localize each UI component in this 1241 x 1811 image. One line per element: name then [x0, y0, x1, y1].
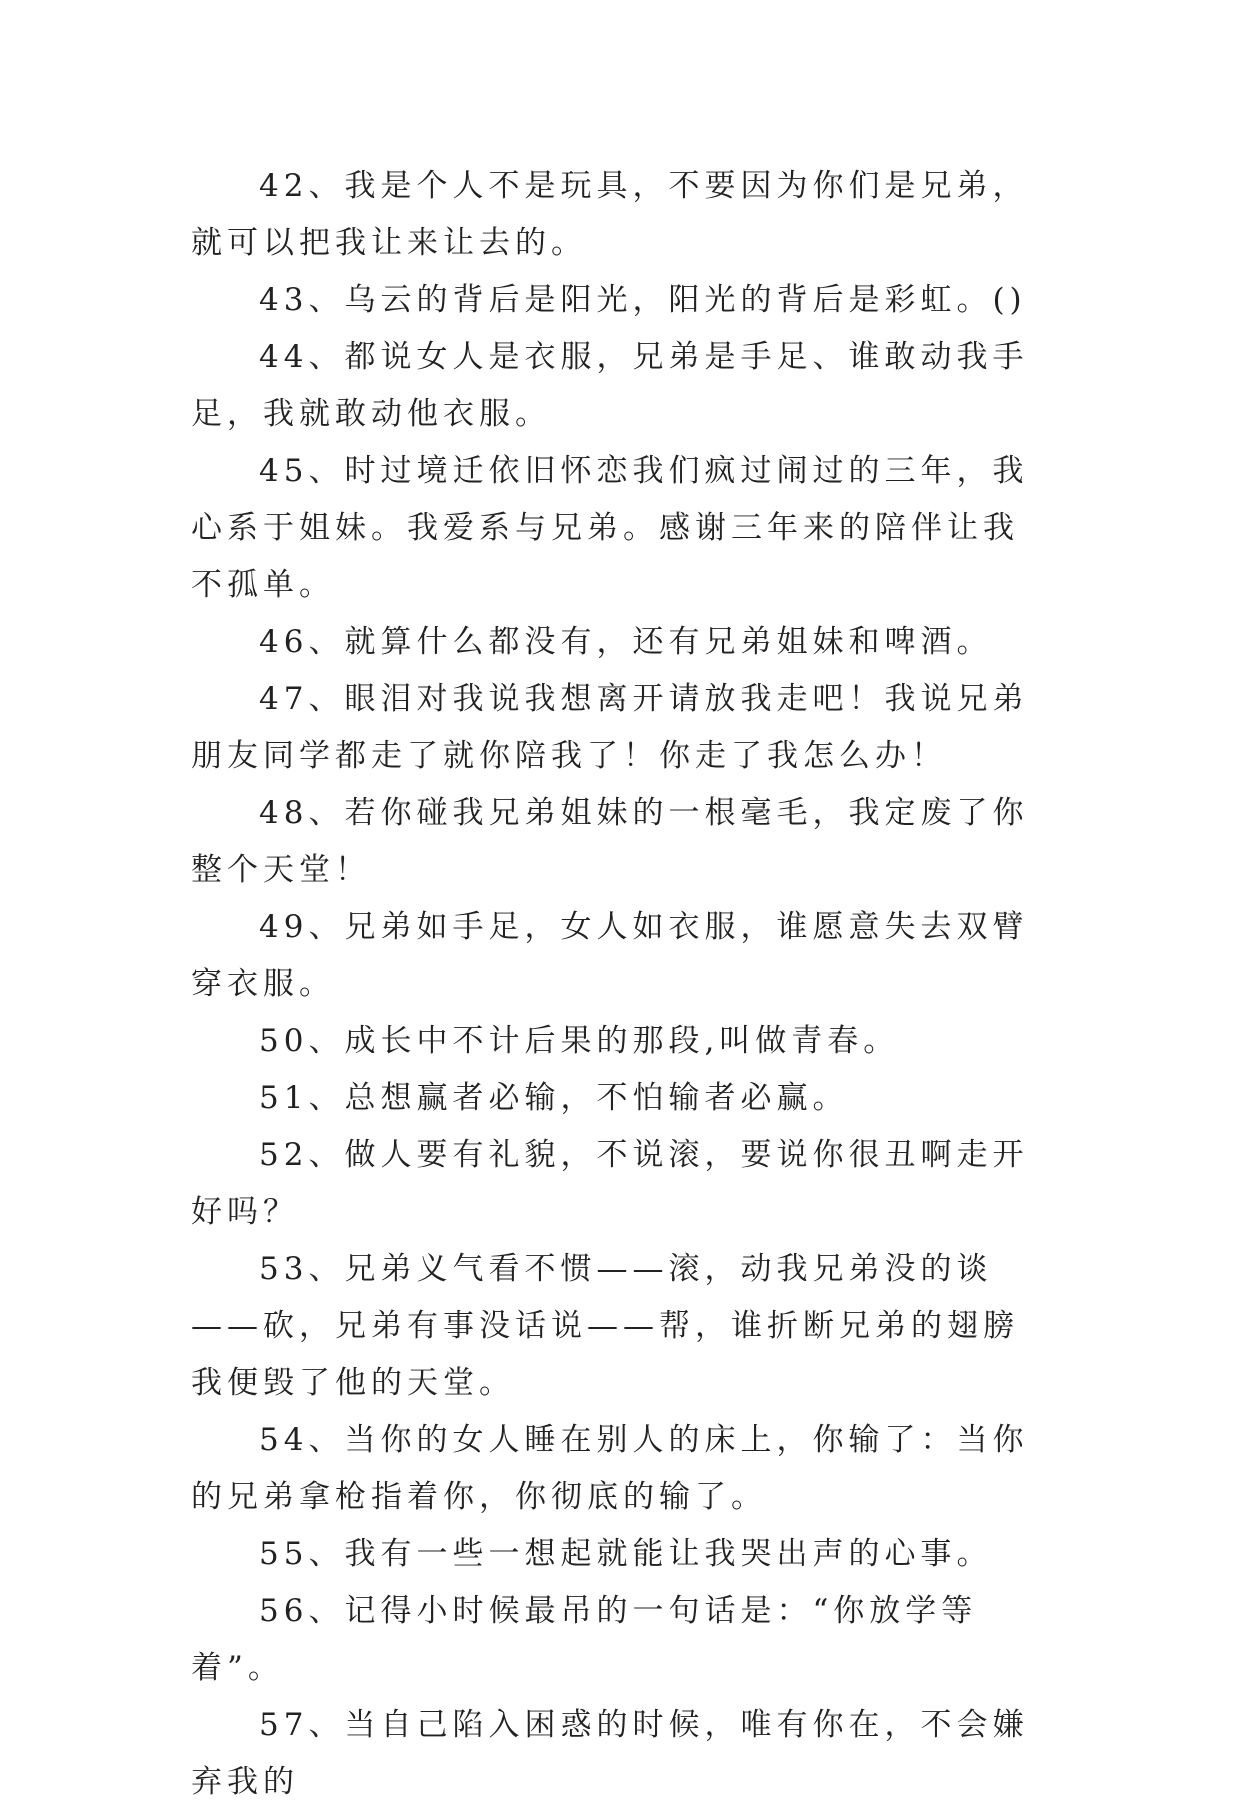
paragraph-42: 42、我是个人不是玩具，不要因为你们是兄弟，就可以把我让来让去的。 — [191, 168, 1029, 261]
paragraph-43: 43、乌云的背后是阳光，阳光的背后是彩虹。() — [259, 282, 1027, 318]
paragraph-53: 53、兄弟义气看不惯——滚，动我兄弟没的谈——砍，兄弟有事没话说——帮，谁折断兄弟的翅膀我便毁了他的天堂。 — [191, 1251, 1019, 1401]
document-body — [191, 158, 1051, 1811]
paragraph-52: 52、做人要有礼貌，不说滚，要说你很丑啊走开好吗？ — [191, 1137, 1029, 1230]
paragraph-57: 57、当自己陷入困惑的时候，唯有你在，不会嫌弃我的 — [191, 1707, 1029, 1800]
paragraph-44: 44、都说女人是衣服，兄弟是手足、谁敢动我手足，我就敢动他衣服。 — [191, 339, 1029, 432]
paragraph-55: 55、我有一些一想起就能让我哭出声的心事。 — [259, 1536, 993, 1572]
paragraph-49: 49、兄弟如手足，女人如衣服，谁愿意失去双臂穿衣服。 — [191, 909, 1029, 1002]
paragraph-50: 50、成长中不计后果的那段,叫做青春。 — [259, 1023, 900, 1059]
paragraph-48: 48、若你碰我兄弟姐妹的一根毫毛，我定废了你整个天堂！ — [191, 795, 1029, 888]
paragraph-45: 45、时过境迁依旧怀恋我们疯过闹过的三年，我心系于姐妹。我爱系与兄弟。感谢三年来的陪伴让我不孤单。 — [191, 453, 1029, 603]
paragraph-46: 46、就算什么都没有，还有兄弟姐妹和啤酒。 — [259, 624, 993, 660]
paragraph-51: 51、总想赢者必输，不怕输者必赢。 — [259, 1080, 849, 1116]
paragraph-56: 56、记得小时候最吊的一句话是：“你放学等着”。 — [191, 1593, 978, 1686]
paragraph-47: 47、眼泪对我说我想离开请放我走吧！我说兄弟朋友同学都走了就你陪我了！你走了我怎么办！ — [191, 681, 1029, 774]
paragraph-54: 54、当你的女人睡在别人的床上，你输了：当你的兄弟拿枪指着你，你彻底的输了。 — [191, 1422, 1029, 1515]
